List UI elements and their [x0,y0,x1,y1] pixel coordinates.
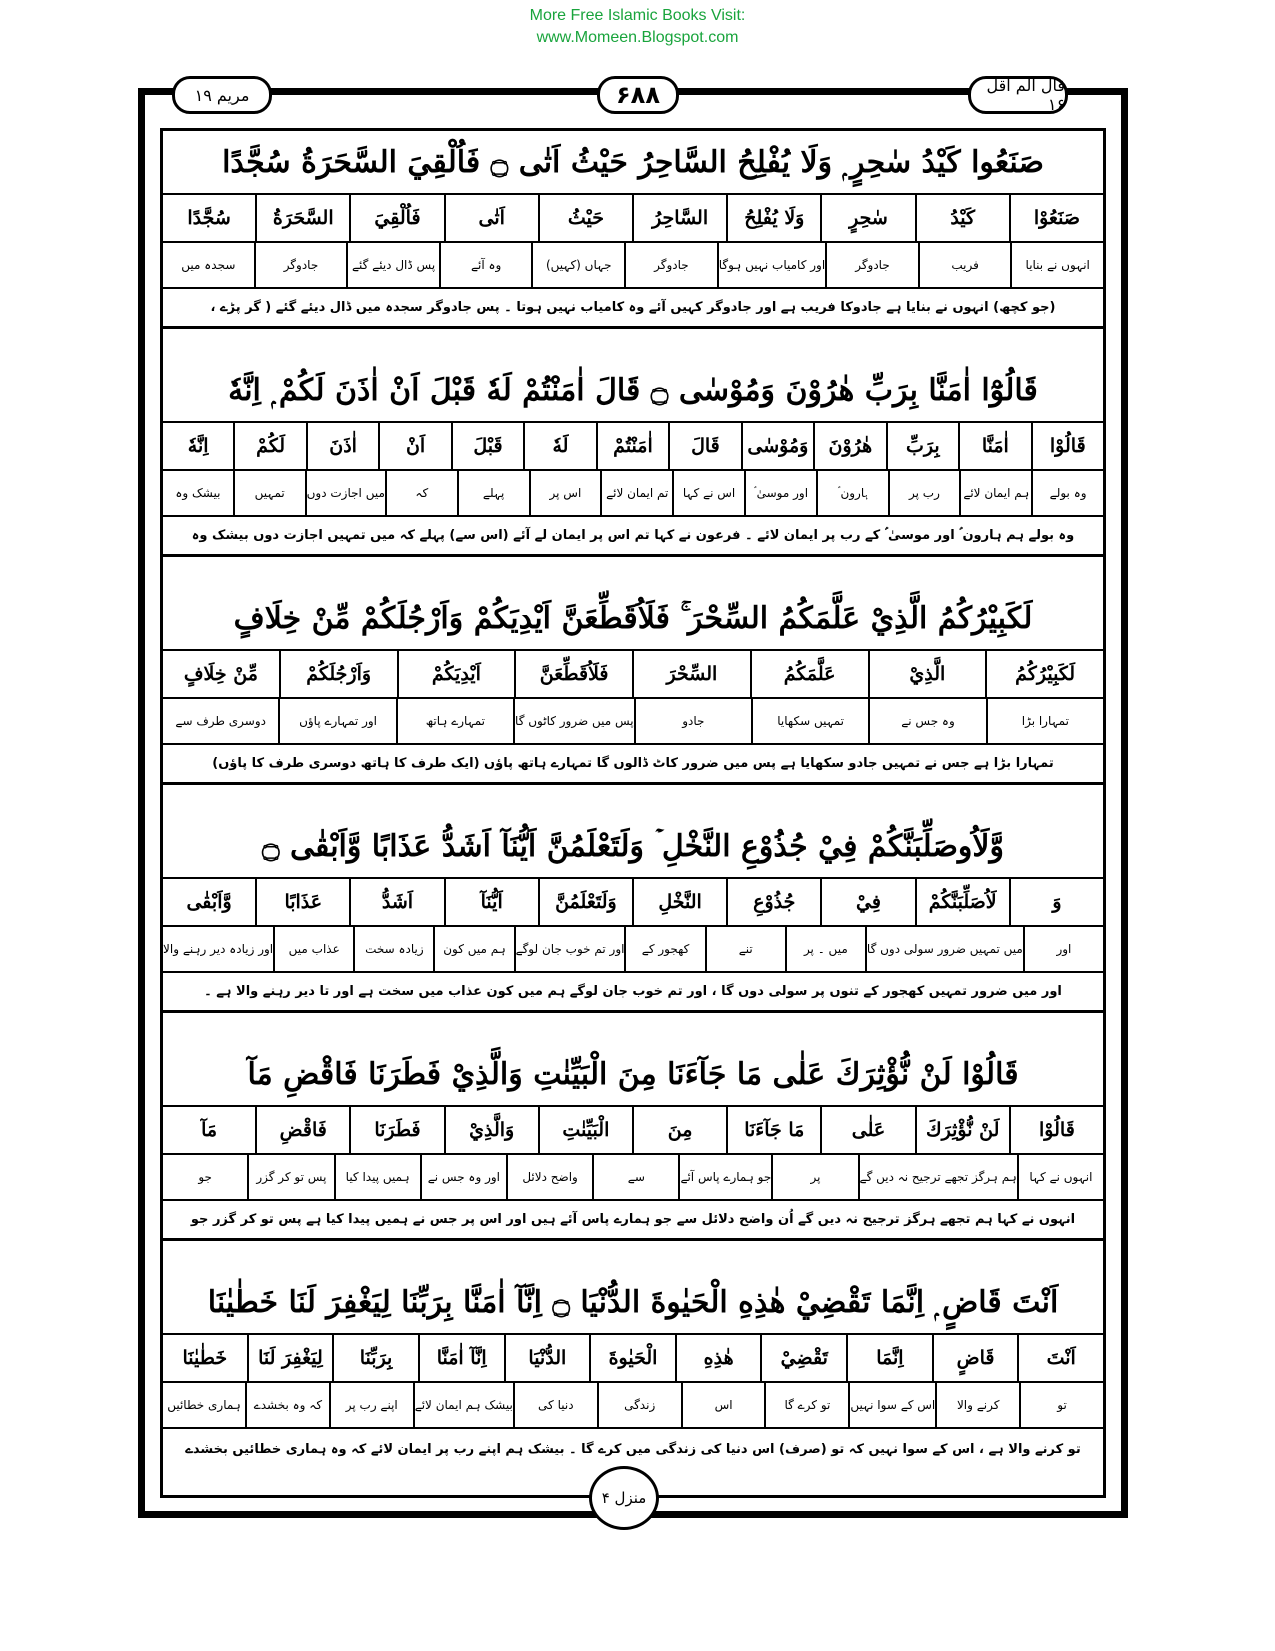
word-cell: اِنَّهٗ [187,435,209,457]
meaning-cell: پس میں ضرور کاٹوں گا [513,699,634,743]
word-cell: لَكُمْ [233,423,305,469]
meaning-cell: جادو [634,699,751,743]
meaning-cell: اور تم خوب جان لوگے [514,927,625,971]
surah-label: مریم ۱۹ [172,76,272,114]
word-cell: صَنَعُوْا [1009,195,1103,241]
meaning-cell: تمہارے ہاتھ [396,699,513,743]
meaning-cell: سجدہ میں [181,258,236,272]
ayah-line: قَالُوْا لَنْ نُّؤْثِرَكَ عَلٰى مَا جَآءَنَا مِنَ الْبَيِّنٰتِ وَالَّذِيْ فَطَرَنَا فَاقْضِ مَآ [163,1043,1103,1107]
word-cell: وَالَّذِيْ [444,1107,538,1153]
word-cell: هٰذِهِ [675,1335,761,1381]
meaning-cell: ہماری خطائیں [167,1398,241,1412]
meaning-cell: اپنے رب پر [329,1383,413,1427]
verse-block [163,1271,1103,1469]
meaning-cell: تمہیں [233,471,305,515]
verse-block [163,815,1103,1013]
meaning-cell: ہم ایمان لائے [959,471,1031,515]
meaning-cell: دنیا کی [513,1383,597,1427]
meaning-cell: اس پر [529,471,601,515]
word-cell: مِّنْ خِلَافٍ [183,663,258,685]
meaning-cell: پس ڈال دیئے گئے [346,243,439,287]
word-cell: اٰمَنَّا [958,423,1030,469]
translation-line: اور میں ضرور تمہیں کھجور کے تنوں پر سولی دوں گا ، اور تم خوب جان لوگے ہم میں کون عذاب میں سخت ہے اور تا دیر رہنے والا ہے ۔ [163,973,1103,1013]
meaning-cell: تمہارا بڑا [986,699,1103,743]
word-cell: مِنَ [632,1107,726,1153]
promo-line-1: More Free Islamic Books Visit: [529,7,746,24]
word-cell: هٰرُوْنَ [813,423,885,469]
meaning-row [163,243,1103,289]
word-cell: اٰذَنَ [306,423,378,469]
word-cell: قَالُوْا [1009,1107,1103,1153]
word-cell: جُذُوْعِ [726,879,820,925]
meaning-cell: انہوں نے کہا [1017,1155,1103,1199]
meaning-cell: پس تو کر گزر [247,1155,333,1199]
meaning-cell: تو کرے گا [764,1383,848,1427]
translation-line: انہوں نے کہا ہم تجھے ہرگز ترجیح نہ دیں گے اُن واضح دلائل سے جو ہمارے پاس آئے ہیں اور اس پر جس نے ہمیں پیدا کیا ہے پس تو کر گزر جو [163,1201,1103,1241]
meaning-cell: کہ وہ بخشدے [245,1383,329,1427]
ayah-line: صَنَعُوا كَيْدُ سٰحِرٍ ۭ وَلَا يُفْلِحُ السَّاحِرُ حَيْثُ اَتٰى ۝ فَاُلْقِيَ السَّحَرَةُ سُجَّدًا [163,131,1103,195]
meaning-row [163,1155,1103,1201]
ayah-line: وَّلَاُوصَلِّبَنَّكُمْ فِيْ جُذُوْعِ النَّخْلِ ۡ وَلَتَعْلَمُنَّ اَيُّنَآ اَشَدُّ عَذَابًا وَّاَبْقٰى ۝ [163,815,1103,879]
meaning-cell: میں تمہیں ضرور سولی دوں گا [865,927,1023,971]
meaning-row [163,927,1103,973]
verse-block [163,131,1103,329]
meaning-cell: جہاں (کہیں) [531,243,624,287]
meaning-cell: کہ [385,471,457,515]
meaning-cell: واضح دلائل [506,1155,592,1199]
word-cell: وَلَا يُفْلِحُ [726,195,820,241]
word-cell: عَلٰى [820,1107,914,1153]
word-cell: وَاَرْجُلَكُمْ [279,651,397,697]
word-cell: عَذَابًا [255,879,349,925]
meaning-cell: پہلے [457,471,529,515]
meaning-row [163,1383,1103,1429]
meaning-row [163,471,1103,517]
word-cell: لَنْ نُّؤْثِرَكَ [915,1107,1009,1153]
meaning-cell: تم ایمان لائے [600,471,672,515]
word-cell: سُجَّدًا [187,207,231,229]
meaning-cell: تنے [705,927,785,971]
manzil-marker: منزل ۴ [589,1466,659,1530]
word-cell: قَبْلَ [451,423,523,469]
meaning-cell: کھجور کے [624,927,704,971]
word-cell: فَطَرَنَا [349,1107,443,1153]
word-cell: كَيْدُ [915,195,1009,241]
meaning-cell: رب پر [888,471,960,515]
meaning-cell: میں اجازت دوں [305,471,385,515]
word-cell: اَيْدِيَكُمْ [397,651,515,697]
word-row [163,423,1103,471]
meaning-cell: ہارون ؑ [816,471,888,515]
meaning-cell: جادوگر [624,243,717,287]
word-cell: فِيْ [820,879,914,925]
meaning-cell: اور [1023,927,1103,971]
page-number: ۶۸۸ [597,76,679,114]
translation-line: وہ بولے ہم ہارون ؑ اور موسیٰ ؑ کے رب پر ایمان لائے ۔ فرعون نے کہا تم اس پر ایمان لے آئے (اس سے) پہلے کہ میں تمہیں اجازت دوں بیشک وہ [163,517,1103,557]
word-cell: بِرَبِّنَا [332,1335,418,1381]
word-cell: السَّحَرَةُ [255,195,349,241]
word-cell: الْحَيٰوةَ [589,1335,675,1381]
word-cell: فَاُلْقِيَ [349,195,443,241]
word-cell: النَّخْلِ [632,879,726,925]
word-cell: قَالُوْا [1031,423,1103,469]
word-cell: قَالَ [668,423,740,469]
word-cell: فَلَاُقَطِّعَنَّ [514,651,632,697]
meaning-cell: زیادہ سخت [353,927,433,971]
word-cell: السِّحْرَ [632,651,750,697]
meaning-cell: وہ بولے [1031,471,1103,515]
word-cell: لَكَبِيْرُكُمُ [985,651,1103,697]
meaning-cell: انہوں نے بنایا [1010,243,1103,287]
meaning-cell: تمہیں سکھایا [751,699,868,743]
word-cell: اَنْتَ [1017,1335,1103,1381]
meaning-cell: عذاب میں [273,927,353,971]
word-cell: السَّاحِرُ [632,195,726,241]
word-cell: تَقْضِيْ [760,1335,846,1381]
ayah-line: قَالُوْٓا اٰمَنَّا بِرَبِّ هٰرُوْنَ وَمُوْسٰى ۝ قَالَ اٰمَنْتُمْ لَهٗ قَبْلَ اَنْ اٰذَنَ لَكُمْ ۭ اِنَّهٗ [163,359,1103,423]
word-cell: لَهٗ [523,423,595,469]
word-cell: سٰحِرٍ [820,195,914,241]
meaning-row [163,699,1103,745]
verse-block [163,587,1103,785]
word-row [163,651,1103,699]
word-cell: الْبَيِّنٰتِ [538,1107,632,1153]
meaning-cell: اس کے سوا نہیں [848,1383,935,1427]
meaning-cell: وہ جس نے [868,699,985,743]
meaning-cell: پر [771,1155,857,1199]
promo-line-2: www.Momeen.Blogspot.com [536,29,739,46]
word-cell: وَلَتَعْلَمُنَّ [538,879,632,925]
word-cell: وَمُوْسٰى [741,423,813,469]
word-cell: لِيَغْفِرَ لَنَا [247,1335,333,1381]
word-cell: الَّذِيْ [868,651,986,697]
word-cell: اٰمَنْتُمْ [596,423,668,469]
translation-line: تمہارا بڑا ہے جس نے تمہیں جادو سکھایا ہے پس میں ضرور کاٹ ڈالوں گا تمہارے ہاتھ پاؤں (ایک طرف کا ہاتھ دوسری طرف کا پاؤں) [163,745,1103,785]
word-cell: اِنَّمَا [846,1335,932,1381]
word-cell: مَآ [201,1119,218,1141]
word-cell: اَنْ [378,423,450,469]
meaning-cell: دوسری طرف سے [175,714,266,728]
meaning-cell: بیشک ہم ایمان لائے [413,1383,513,1427]
verse-block [163,1043,1103,1241]
meaning-cell: اور کامیاب نہیں ہوگا [717,243,825,287]
word-cell: قَاضٍ [932,1335,1018,1381]
meaning-cell: جو ہمارے پاس آئے [678,1155,771,1199]
word-row [163,1107,1103,1155]
meaning-cell: تو [1019,1383,1103,1427]
meaning-cell: ہم ہرگز تجھے ترجیح نہ دیں گے [858,1155,1017,1199]
word-cell: وَ [1009,879,1103,925]
meaning-cell: وہ آئے [439,243,532,287]
meaning-cell: ہم میں کون [433,927,513,971]
meaning-cell: زندگی [597,1383,681,1427]
verse-block [163,359,1103,557]
word-row [163,1335,1103,1383]
meaning-cell: اور زیادہ دیر رہنے والا [163,942,274,956]
meaning-cell: جادوگر [825,243,918,287]
word-cell: اَتٰى [444,195,538,241]
meaning-cell: جو [198,1170,212,1184]
word-cell: مَا جَآءَنَا [726,1107,820,1153]
word-cell: اَشَدُّ [349,879,443,925]
meaning-cell: سے [592,1155,678,1199]
word-cell: فَاقْضِ [255,1107,349,1153]
meaning-cell: کرنے والا [935,1383,1019,1427]
translation-line: تو کرنے والا ہے ، اس کے سوا نہیں کہ تو (صرف) اس دنیا کی زندگی میں کرے گا ۔ بیشک ہم اپنے رب پر ایمان لائے کہ وہ ہماری خطائیں بخشدے [185,1441,1081,1457]
meaning-cell: جادوگر [254,243,347,287]
word-cell: بِرَبِّ [886,423,958,469]
word-cell: حَيْثُ [538,195,632,241]
meaning-cell: فریب [918,243,1011,287]
meaning-cell: ہمیں پیدا کیا [334,1155,420,1199]
meaning-cell: اور موسیٰ ؑ [744,471,816,515]
ayah-line: لَكَبِيْرُكُمُ الَّذِيْ عَلَّمَكُمُ السِّحْرَ ۚ فَلَاُقَطِّعَنَّ اَيْدِيَكُمْ وَاَرْجُلَكُمْ مِّنْ خِلَافٍ [163,587,1103,651]
juz-label: قال الم اقل ۱۶ [968,76,1068,114]
meaning-cell: بیشک وہ [175,486,221,500]
word-cell: اَيُّنَآ [444,879,538,925]
word-cell: وَّاَبْقٰى [186,891,232,913]
word-row [163,879,1103,927]
meaning-cell: اور وہ جس نے [420,1155,506,1199]
meaning-cell: اس نے کہا [672,471,744,515]
word-row [163,195,1103,243]
word-cell: الدُّنْيَا [504,1335,590,1381]
word-cell: خَطٰيٰنَا [182,1347,228,1369]
word-cell: اِنَّآ اٰمَنَّا [418,1335,504,1381]
ayah-line: اَنْتَ قَاضٍ ۭ اِنَّمَا تَقْضِيْ هٰذِهِ الْحَيٰوةَ الدُّنْيَا ۝ اِنَّآ اٰمَنَّا بِرَبِّنَا لِيَغْفِرَ لَنَا خَطٰيٰنَا [163,1271,1103,1335]
meaning-cell: میں ۔ پر [785,927,865,971]
word-cell: عَلَّمَكُمُ [750,651,868,697]
meaning-cell: اور تمہارے پاؤں [278,699,395,743]
word-cell: لَاُصَلِّبَنَّكُمْ [915,879,1009,925]
translation-line: (جو کچھ) انہوں نے بنایا ہے جادوکا فریب ہے اور جادوگر کہیں آئے وہ کامیاب نہیں ہوتا ۔ پس جادوگر سجدہ میں ڈال دیئے گئے ( گر پڑے ، [163,289,1103,329]
meaning-cell: اس [681,1383,765,1427]
